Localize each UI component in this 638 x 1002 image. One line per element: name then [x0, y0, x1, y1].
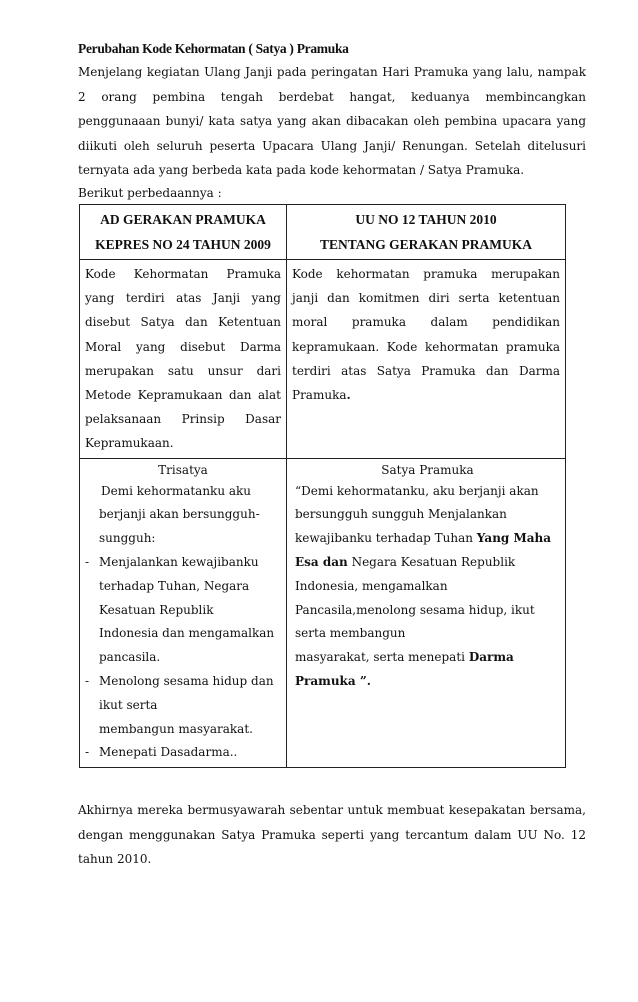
trisatya-item-1-line-5: pancasila. — [99, 650, 161, 665]
satya-line-8 — [295, 646, 560, 670]
satya-line-4 — [295, 551, 560, 575]
satya-line-4-text: Negara Kesatuan Republik — [347, 554, 516, 569]
satya-line-4-bold: Esa dan — [295, 554, 348, 569]
satya-line-6: Pancasila,menolong sesama hidup, ikut — [295, 602, 535, 617]
trisatya-opening-2: berjanji akan bersungguh- — [99, 507, 260, 522]
trisatya-item-2-line-1: Menolong sesama hidup dan — [99, 673, 274, 688]
left-header-line-2: KEPRES NO 24 TAHUN 2009 — [95, 236, 271, 252]
dash-marker: - — [85, 745, 90, 760]
trisatya-opening-1: Demi kehormatanku aku — [101, 483, 252, 498]
satya-line-1: “Demi kehormatanku, aku berjanji akan — [295, 483, 539, 498]
left-oath-cell — [80, 458, 287, 768]
dash-marker: - — [85, 673, 90, 688]
right-oath-cell — [287, 458, 566, 768]
right-header-cell — [287, 204, 566, 259]
left-definition-text: Kode Kehormatan Pramuka yang terdiri atas Janji yang disebut Satya dan Ketentuan Moral yang disebut Darma merupakan satu unsur dari Metode Kepramukaan dan alat pelaksanaan Prinsip Dasar Kepramukaan. — [85, 266, 281, 451]
table-oath-row — [80, 458, 566, 768]
trisatya-item-2 — [85, 670, 281, 694]
satya-line-2: bersungguh sungguh Menjalankan — [295, 507, 507, 522]
satya-pramuka-title: Satya Pramuka — [381, 462, 474, 477]
lead-line: Berikut perbedaannya : — [78, 185, 222, 200]
dash-marker: - — [85, 554, 90, 569]
trisatya-item-2-line-2: ikut serta — [99, 697, 158, 712]
intro-paragraph: Menjelang kegiatan Ulang Janji pada peringatan Hari Pramuka yang lalu, nampak 2 orang pembina tengah berdebat hangat, keduanya membincangkan penggunaaan bunyi/ kata satya yang akan dibacakan oleh pembina upacara yang diikuti oleh seluruh peserta Upacara Ulang Janji/ Renungan. Setelah ditelusuri ternyata ada yang berbeda kata pada kode kehormatan / Satya Pramuka. — [78, 65, 586, 178]
satya-line-9 — [295, 670, 560, 694]
table-definition-row — [80, 259, 566, 458]
trisatya-opening-3: sungguh: — [99, 531, 156, 546]
trisatya-item-1-line-1: Menjalankan kewajibanku — [99, 554, 259, 569]
right-header-line-1: UU NO 12 TAHUN 2010 — [355, 211, 497, 227]
trisatya-item-1-line-3: Kesatuan Republik — [99, 602, 214, 617]
satya-line-3 — [295, 527, 560, 551]
satya-line-3-bold: Yang Maha — [476, 531, 552, 546]
satya-line-9-text: ”. — [355, 673, 371, 688]
document-page — [78, 40, 586, 884]
trisatya-item-1-line-4: Indonesia dan mengamalkan — [99, 626, 275, 641]
satya-line-8-bold: Darma — [468, 650, 514, 665]
satya-line-5: Indonesia, mengamalkan — [295, 578, 448, 593]
document-title: Perubahan Kode Kehormatan ( Satya ) Pramuka — [78, 41, 349, 56]
right-definition-cell — [287, 259, 566, 458]
right-definition-period: . — [346, 387, 351, 402]
left-header-cell — [80, 204, 287, 259]
trisatya-item-3-line-1: Menepati Dasadarma.. — [99, 745, 238, 760]
satya-line-3-text: kewajibanku terhadap Tuhan — [295, 531, 477, 546]
trisatya-item-1 — [85, 551, 281, 575]
right-definition-text: Kode kehormatan pramuka merupakan janji dan komitmen diri serta ketentuan moral pramuka dalam pendidikan kepramukaan. Kode kehormatan pramuka terdiri atas Satya Pramuka dan Darma Pramuka — [292, 266, 560, 402]
trisatya-item-3 — [85, 741, 281, 765]
trisatya-item-2-line-3: membangun masyarakat. — [99, 721, 253, 736]
trisatya-item-1-line-2: terhadap Tuhan, Negara — [99, 578, 250, 593]
closing-paragraph: Akhirnya mereka bermusyawarah sebentar untuk membuat kesepakatan bersama, dengan menggunakan Satya Pramuka seperti yang tercantum dalam UU No. 12 tahun 2010. — [78, 803, 586, 867]
satya-line-7: serta membangun — [295, 626, 406, 641]
satya-line-9-bold: Pramuka — [295, 673, 356, 688]
left-header-line-1: AD GERAKAN PRAMUKA — [100, 211, 266, 227]
table-header-row — [80, 204, 566, 259]
right-header-line-2: TENTANG GERAKAN PRAMUKA — [320, 236, 532, 252]
trisatya-title: Trisatya — [158, 462, 208, 477]
left-definition-cell — [80, 259, 287, 458]
satya-line-8-text: masyarakat, serta menepati — [295, 650, 469, 665]
comparison-table — [79, 204, 566, 768]
